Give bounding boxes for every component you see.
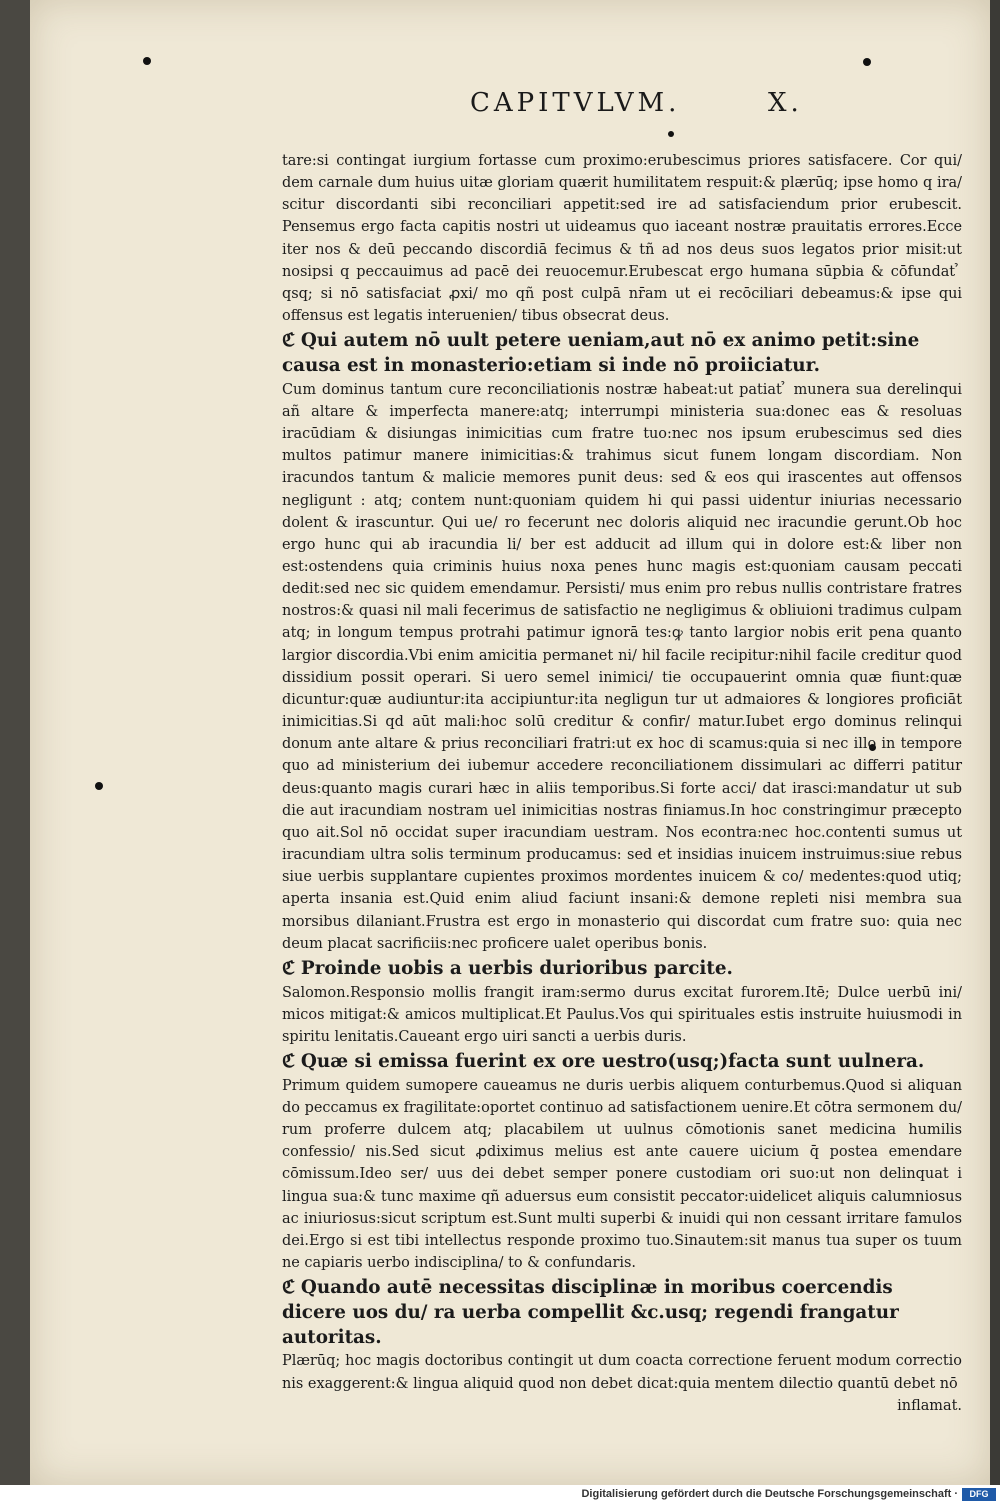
ink-speck [668, 131, 674, 137]
paragraph-mark: ℭ [282, 330, 295, 352]
dfg-logo: DFG [962, 1488, 996, 1501]
paragraph: Plærūq; hoc magis doctoribus contingit ut dum coacta correctione feruent modum correctio nis exaggerent:& lingua aliquid quod non debet dicat:quia mentem dilectio quantū debet nō [282, 1353, 962, 1392]
chapter-title: CAPITVLVM. [470, 88, 681, 118]
lemma-text: Qui autem nō uult petere ueniam,aut nō ex animo petit:sine causa est in monasterio:etiam si inde nō proiiciatur. [282, 330, 920, 376]
footer-credit: Digitalisierung gefördert durch die Deutsche Forschungsgemeinschaft · [581, 1488, 958, 1500]
paragraph: tare:si contingat iurgium fortasse cum proximo:erubescimus priores satisfacere. Cor qui/ dem carnale dum huius uitæ gloriam quærit humilitatem respuit:& plærūq; ipse homo q ira/ scitur discordanti sibi reconciliari appetit:sed ire ad satisfaciendum prior erubescit. Pensemus ergo facta capitis nostri ut uideamus quo iaceant nostræ prauitatis errores.Ecce iter nos & deū peccando discordiā fecimus & tñ ad nos deus suos legatos prior misit:ut nosipsi q peccauimus ad pacē dei reuocemur.Erubescat ergo humana sūpbia & cōfundat ̉ qsq; si nō satisfaciat ꝓxi/ mo qñ post culpā nr̄am ut ei recōciliari debeamus:& ipse qui offensus est legatis interuenien/ tibus obsecrat deus. [282, 153, 962, 325]
binding-hole [95, 782, 103, 790]
lemma-heading [282, 1276, 962, 1350]
lemma-text: Quando autē necessitas disciplinæ in moribus coercendis dicere uos du/ ra uerba compellit &c.usq; regendi frangatur autoritas. [282, 1277, 899, 1348]
paragraph: Salomon.Responsio mollis frangit iram:sermo durus excitat furorem.Itē; Dulce uerbū ini/ micos mitigat:& amicos multiplicat.Et Paulus.Vos qui spirituales estis instruite huiusmodi in spiritu lenitatis.Caueant ergo uiri sancti a uerbis duris. [282, 984, 962, 1045]
binding-hole [863, 58, 871, 66]
paragraph: Cum dominus tantum cure reconciliationis nostræ habeat:ut patiat ̉ munera sua derelinqui añ altare & imperfecta manere:atq; interrumpi ministeria sua:donec eas & resoluas iracūdiam & disiungas inimicitias cum fratre tuo:nec nos ipsum erubescimus sed dies multos patimur manere inimicitias:& trahimus sicut funem longam discordiam. Non iracundos tantum & malicie memores punit deus: sed & eos qui irascentes aut offensos negligunt : atq; contem nunt:quoniam quidem hi qui passi uidentur iniurias necessario dolent & irascuntur. Qui ue/ ro fecerunt nec doloris aliquid nec iracundie gerunt.Ob hoc ergo hunc qui ab iracundia li/ ber est adducit ad illum qui in dolore est:& liber non est:ostendens quia criminis huius noxa penes hunc magis est:quoniam causam peccati dedit:sed nec sic quidem emendamur. Persisti/ mus enim pro rebus nullis contristare fratres nostros:& quasi nil mali fecerimus de satisfactio ne negligimus & obliuioni tradimus culpam atq; in longum tempus protrahi patimur ignorā tes:ꝙ tanto largior nobis erit pena quanto largior discordia.Vbi enim amicitia permanet ni/ hil facile recipitur:nihil facile creditur quod dissidium possit operari. Si uero semel inimici/ tie occupauerint omnia quæ fiunt:quæ dicuntur:quæ audiuntur:ita accipiuntur:ita negligun tur ut admaiores & longiores proficiāt inimicitias.Si qd aūt mali:hoc solū creditur & confir/ matur.Iubet ergo dominus relinqui donum ante altare & prius reconciliari fratri:ut ex hoc di scamus:quia si nec illo in tempore quo ad ministerium dei iubemur accedere reconciliationem dissimulari ac differri patitur deus:quanto magis curari hæc in aliis temporibus.Si forte acci/ dat irasci:mandatur ut sub die aut iracundiam nostram uel inimicitias nostras finiamus.In hoc constringimur præcepto quo ait.Sol nō occidat super iracundiam uestram. Nos econtra:nec hoc.contenti sumus ut iracundiam ultra solis terminum producamus: sed et insidias inuicem instruimus:siue rebus siue uerbis supplantare cupientes proximos mordentes inuicem & co/ medentes:quod utiq; aperta insania est.Quid enim aliud faciunt insani:& demone repleti nisi membra sua morsibus dilaniant.Frustra est ergo in monasterio qui discordat cum fratre suo: quia nec deum placat sacrificiis:nec proficere ualet operibus bonis. [282, 381, 962, 952]
lemma-text: Proinde uobis a uerbis durioribus parcite. [300, 957, 733, 979]
footer-bar [0, 1485, 1000, 1505]
catchword: inflamat. [897, 1397, 962, 1414]
lemma-heading [282, 957, 962, 982]
paragraph-mark: ℭ [282, 1277, 295, 1299]
paragraph-mark: ℭ [282, 1051, 295, 1073]
lemma-text: Quæ si emissa fuerint ex ore uestro(usq;)facta sunt uulnera. [300, 1051, 925, 1073]
binding-hole [143, 57, 151, 65]
paragraph-mark: ℭ [282, 957, 295, 979]
lemma-heading [282, 329, 962, 379]
book-edge [0, 0, 30, 1485]
paragraph: Primum quidem sumopere caueamus ne duris uerbis aliquem conturbemus.Quod si aliquan do peccamus ex fragilitate:oportet continuo ad satisfactionem uenire.Et cōtra sermonem du/ rum proferre dulcem atq; placabilem ut uulnus cōmotionis sanet medicina humilis confessio/ nis.Sed sicut ꝓdiximus melius est ante cauere uicium q̄ postea emendare cōmissum.Ideo ser/ uus dei debet semper ponere custodiam ori suo:ut non delinquat i lingua sua:& tunc maxime qñ aduersus eum consistit peccator:uidelicet aliquis calumniosus ac iniuriosus:sicut scriptum est.Sunt multi superbi & inuidi qui non cessant irritare famulos dei.Ergo si est tibi intellectus responde proximo tuo.Sinautem:sit manus tua super os tuum ne capiaris uerbo indisciplina/ to & confundaris. [282, 1077, 962, 1272]
text-body [282, 150, 962, 1417]
lemma-heading [282, 1050, 962, 1075]
chapter-number: X. [768, 88, 803, 118]
running-header [470, 88, 803, 118]
